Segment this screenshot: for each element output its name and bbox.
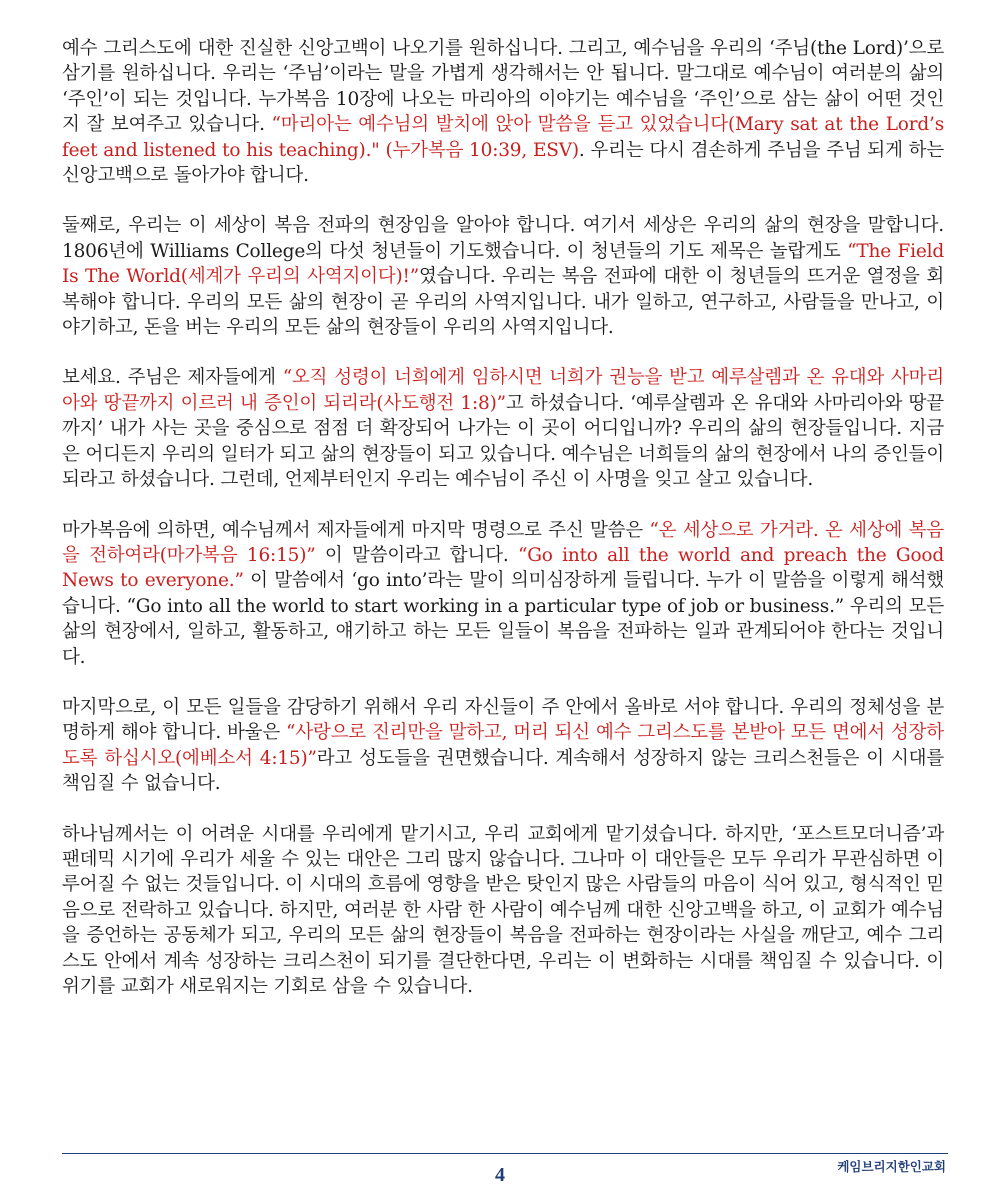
paragraph-text: 이 말씀이라고 합니다.: [315, 544, 518, 566]
paragraph-conclusion: [62, 822, 944, 1000]
paragraph-faith-confession: [62, 36, 944, 188]
paragraph-text: 였습니다. 우리는 복음 전파에 대한 이 청년들의 뜨거운 열정을 회복해야 합니다. 우리의 모든 삶의 현장이 곧 우리의 사역지입니다. 내가 일하고, 연구하고, 사람들을 만나고, 이야기하고, 돈을 버는 우리의 모든 삶의 현장들이 우리의 사역지입니다.: [62, 266, 944, 339]
paragraph-great-commission: [62, 518, 944, 670]
paragraph-text: 라고 성도들을 권면했습니다. 계속해서 성장하지 않는 크리스천들은 이 시대를 책임질 수 없습니다.: [62, 747, 944, 795]
footer-divider: [62, 1153, 948, 1154]
paragraph-text: 보세요. 주님은 제자들에게: [62, 367, 283, 389]
paragraph-identity: [62, 695, 944, 797]
paragraph-witnesses: [62, 365, 944, 492]
paragraph-text: 이 말씀에서 ‘go into’라는 말이 의미심장하게 들립니다. 누가 이 말씀을 이렇게 해석했습니다. “Go into all the world to start working in a particular type of job or business.” 우리의 모든 삶의 현장에서, 일하고, 활동하고, 얘기하고 하는 모든 일들이 복음을 전파하는 일과 관계되어야 한다는 것입니다.: [62, 570, 944, 668]
paragraph-text: . 우리는 다시 겸손하게 주님을 주님 되게 하는 신앙고백으로 돌아가야 합니다.: [62, 139, 944, 187]
scripture-quote-luke: “마리아는 예수님의 발치에 앉아 말씀을 듣고 있었습니다(Mary sat at the Lord’s feet and listened to his teaching)." (누가복음 10:39, ESV): [62, 114, 944, 161]
church-name: 케임브리지한인교회: [837, 1159, 946, 1174]
paragraph-text: 예수 그리스도에 대한 진실한 신앙고백이 나오기를 원하십니다. 그리고, 예수님을 우리의 ‘주님(the Lord)’으로 삼기를 원하십니다. 우리는 ‘주님’이라는 말을 가볍게 생각해서는 안 됩니다. 말그대로 예수님이 여러분의 삶의 ‘주인’이 되는 것입니다. 누가복음 10장에 나오는 마리아의 이야기는 예수님을 ‘주인’으로 삼는 삶이 어떤 것인지 잘 보여주고 있습니다.: [62, 38, 944, 136]
paragraph-text: 고 하셨습니다. ‘예루살렘과 온 유대와 사마리아와 땅끝까지’ 내가 사는 곳을 중심으로 점점 더 확장되어 나가는 이 곳이 어디입니까? 우리의 삶의 현장들입니다. 지금은 어디든지 우리의 일터가 되고 삶의 현장들이 되고 있습니다. 예수님은 너희들의 삶의 현장에서 나의 증인들이 되라고 하셨습니다. 그런데, 언제부터인지 우리는 예수님이 주신 이 사명을 잊고 살고 있습니다.: [62, 392, 944, 491]
page-body: [62, 36, 944, 1024]
paragraph-mission-field: [62, 213, 944, 340]
scripture-quote-ephesians: “사랑으로 진리만을 말하고, 머리 되신 예수 그리스도를 본받아 모든 면에서 성장하도록 하십시오(에베소서 4:15)”: [62, 722, 944, 769]
paragraph-text: 마가복음에 의하면, 예수님께서 제자들에게 마지막 명령으로 주신 말씀은: [62, 519, 650, 541]
scripture-quote-mark: “온 세상으로 가거라. 온 세상에 복음을 전하여라(마가복음 16:15)”: [62, 519, 944, 566]
paragraph-text: 마지막으로, 이 모든 일들을 감당하기 위해서 우리 자신들이 주 안에서 올바로 서야 합니다. 우리의 정체성을 분명하게 해야 합니다. 바울은: [62, 696, 944, 744]
page-number: 4: [495, 1164, 505, 1186]
prayer-title-quote: “The Field Is The World(세계가 우리의 사역지이다)!”: [62, 240, 944, 288]
paragraph-text: 둘째로, 우리는 이 세상이 복음 전파의 현장임을 알아야 합니다. 여기서 세상은 우리의 삶의 현장을 말합니다. 1806년에 Williams College의 다섯 청년들이 기도했습니다. 이 청년들의 기도 제목은 놀랍게도: [62, 215, 944, 262]
scripture-quote-english: “Go into all the world and preach the Good News to everyone.”: [62, 544, 944, 592]
scripture-quote-acts: “오직 성령이 너희에게 임하시면 너희가 권능을 받고 예루살렘과 온 유대와 사마리아와 땅끝까지 이르러 내 증인이 되리라(사도행전 1:8)”: [62, 367, 944, 414]
paragraph-text: 하나님께서는 이 어려운 시대를 우리에게 맡기시고, 우리 교회에게 맡기셨습니다. 하지만, ‘포스트모더니즘’과 팬데믹 시기에 우리가 세울 수 있는 대안은 그리 많지 않습니다. 그나마 이 대안들은 모두 우리가 무관심하면 이루어질 수 없는 것들입니다. 이 시대의 흐름에 영향을 받은 탓인지 많은 사람들의 마음이 식어 있고, 형식적인 믿음으로 전락하고 있습니다. 하지만, 여러분 한 사람 한 사람이 예수님께 대한 신앙고백을 하고, 이 교회가 예수님을 증언하는 공동체가 되고, 우리의 모든 삶의 현장들이 복음을 전파하는 현장이라는 사실을 깨닫고, 예수 그리스도 안에서 계속 성장하는 크리스천이 되기를 결단한다면, 우리는 이 변화하는 시대를 책임질 수 있습니다. 이 위기를 교회가 새로워지는 기회로 삼을 수 있습니다.: [62, 823, 944, 997]
